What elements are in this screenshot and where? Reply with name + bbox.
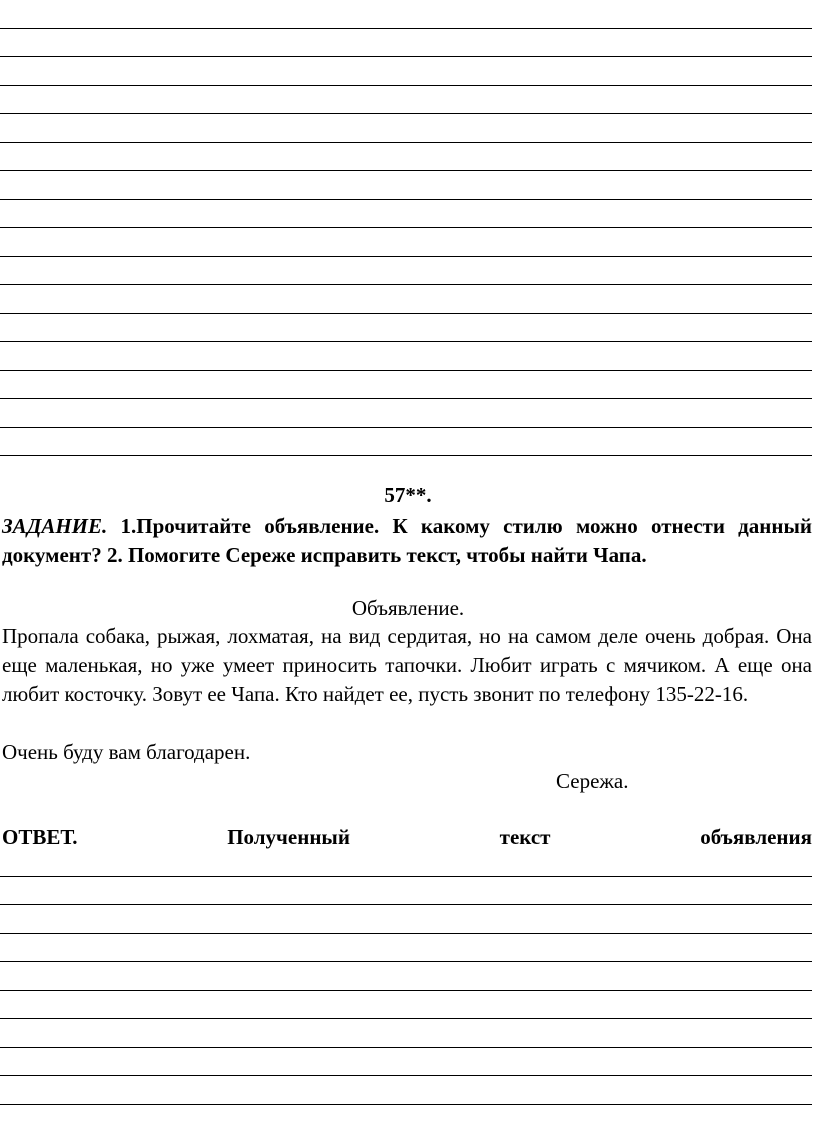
ruled-line: [0, 991, 812, 1020]
ruled-line: [0, 1019, 812, 1048]
ruled-line: [0, 905, 812, 934]
ruled-line: [0, 962, 812, 991]
ruled-line: [0, 848, 812, 877]
answer-label: ОТВЕТ.: [2, 825, 78, 849]
ruled-line: [0, 1048, 812, 1077]
ad-thanks: Очень буду вам благодарен.: [2, 740, 251, 764]
ruled-line: [0, 29, 812, 58]
ruled-line: [0, 314, 812, 343]
ruled-line: [0, 934, 812, 963]
ruled-line: [0, 342, 812, 371]
ruled-line: [0, 257, 812, 286]
ruled-line: [0, 114, 812, 143]
ad-signature: Сережа.: [556, 769, 629, 793]
task-instructions: [2, 512, 812, 570]
ruled-line: [0, 428, 812, 457]
answer-heading: [2, 825, 812, 850]
task-label: ЗАДАНИЕ.: [2, 514, 108, 538]
ruled-line: [0, 0, 812, 29]
ad-body: Пропала собака, рыжая, лохматая, на вид сердитая, но на самом деле очень добрая. Она еще маленькая, но уже умеет приносить тапочки. Любит играть с мячиком. А еще она любит косточку. Зовут ее Чапа. Кто найдет ее, пусть звонит по телефону 135-22-16.: [2, 624, 812, 706]
ruled-line: [0, 877, 812, 906]
answer-lines-top: [0, 0, 812, 456]
ruled-line: [0, 200, 812, 229]
ruled-line: [0, 1076, 812, 1105]
ruled-line: [0, 57, 812, 86]
task-text: 1.Прочитайте объявление. К какому стилю можно отнести данный документ? 2. Помогите Сереже исправить текст, чтобы найти Чапа.: [2, 514, 812, 567]
answer-word: объявления: [700, 825, 812, 849]
answer-lines-bottom: [0, 848, 812, 1105]
ruled-line: [0, 86, 812, 115]
ruled-line: [0, 143, 812, 172]
task-number: 57**.: [384, 483, 432, 507]
ruled-line: [0, 371, 812, 400]
ad-heading: Объявление.: [351, 596, 465, 620]
ruled-line: [0, 399, 812, 428]
ruled-line: [0, 171, 812, 200]
answer-word: текст: [499, 825, 551, 849]
ruled-line: [0, 228, 812, 257]
ruled-line: [0, 285, 812, 314]
answer-word: Полученный: [227, 825, 350, 849]
